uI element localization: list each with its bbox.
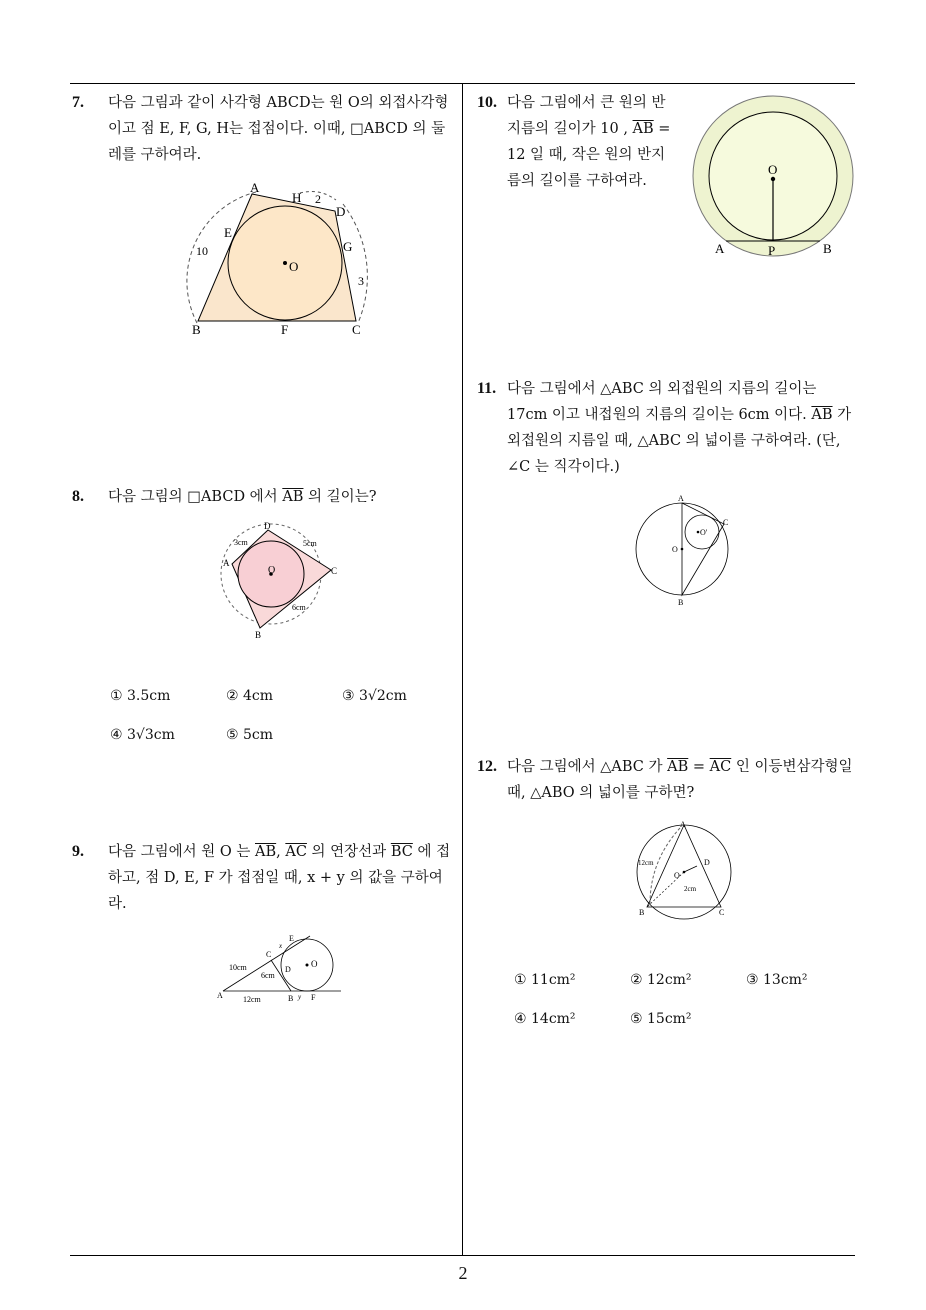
segment-bc: $\overline{BC}$ xyxy=(390,844,413,860)
label-B: B xyxy=(192,322,201,337)
text-part: 다음 그림에서 원 O 는 xyxy=(108,844,255,860)
label-O: O xyxy=(674,871,680,880)
problem-number: 7. xyxy=(72,94,84,111)
length-ab: 12cm xyxy=(638,859,654,867)
label-A: A xyxy=(678,494,684,503)
problem-12 xyxy=(477,754,859,806)
label-F: F xyxy=(311,993,316,1002)
label-H: H xyxy=(292,190,302,205)
choice-1[interactable]: ① 11cm² xyxy=(514,972,576,988)
choice-5[interactable]: ⑤ 5cm xyxy=(226,727,274,743)
length-bc: 6cm xyxy=(292,603,306,612)
segment-ac: $\overline{AC}$ xyxy=(285,844,307,860)
label-C: C xyxy=(723,518,729,527)
length-ab: 12cm xyxy=(243,995,261,1004)
label-O: O xyxy=(311,959,318,969)
text-part: 의 연장선과 xyxy=(306,844,391,860)
length-dc: 5cm xyxy=(303,539,317,548)
choice-2[interactable]: ② 4cm xyxy=(226,688,274,704)
label-B: B xyxy=(823,241,832,256)
problem-9 xyxy=(72,839,457,917)
label-F: F xyxy=(281,322,289,337)
choice-1[interactable]: ① 3.5cm xyxy=(110,688,171,704)
segment-ab: $\overline{AB}$ xyxy=(632,121,654,137)
text-part: 다음 그림에서 큰 원의 반지름의 길이가 10 , xyxy=(507,95,666,137)
length-gc: 3 xyxy=(358,274,364,288)
text-part: , xyxy=(276,844,286,860)
label-D: D xyxy=(285,965,291,974)
length-ad: 3cm xyxy=(234,538,248,547)
label-C: C xyxy=(266,950,272,959)
problem-10 xyxy=(477,90,677,194)
figure-7 xyxy=(180,178,380,347)
problem-7 xyxy=(72,90,457,168)
choice-4[interactable]: ④ 3√3cm xyxy=(110,727,175,743)
problem-number: 12. xyxy=(477,758,497,775)
problem-number: 11. xyxy=(477,380,497,397)
problem-number: 8. xyxy=(72,488,84,505)
segment-ab: $\overline{AB}$ xyxy=(282,489,304,505)
text-part: = xyxy=(688,759,710,775)
text-part: 에 접하고, 점 D, E, F 가 접점일 때, x + y 의 값을 구하여라. xyxy=(108,844,451,912)
label-A: A xyxy=(250,180,260,195)
figure-8 xyxy=(220,518,345,647)
label-P: P xyxy=(768,243,776,258)
segment-ac: $\overline{AC}$ xyxy=(709,759,732,775)
label-B: B xyxy=(288,994,294,1003)
choice-3[interactable]: ③ 13cm² xyxy=(746,972,808,988)
page-number: 2 xyxy=(458,1263,468,1283)
problem-number: 9. xyxy=(72,843,84,860)
label-y: y xyxy=(298,993,302,1001)
figure-10 xyxy=(690,93,860,267)
label-A: A xyxy=(715,241,725,256)
text-part: 다음 그림에서 △ABC 가 xyxy=(507,759,668,775)
label-B: B xyxy=(255,630,262,640)
problem-text xyxy=(72,839,457,917)
label-E: E xyxy=(289,934,294,943)
choice-4[interactable]: ④ 14cm² xyxy=(514,1011,576,1027)
label-O: O xyxy=(268,565,276,576)
segment-ab: $\overline{AB}$ xyxy=(811,407,833,423)
choice-3[interactable]: ③ 3√2cm xyxy=(342,688,407,704)
choice-5[interactable]: ⑤ 15cm² xyxy=(630,1011,692,1027)
figure-12 xyxy=(630,816,742,926)
column-divider xyxy=(462,83,463,1256)
label-C: C xyxy=(352,322,361,337)
problem-text xyxy=(477,90,677,194)
label-x: x xyxy=(279,942,283,950)
label-A: A xyxy=(217,991,223,1000)
label-D: D xyxy=(336,204,346,219)
problem-text xyxy=(72,484,457,510)
label-O: O xyxy=(672,545,678,554)
label-E: E xyxy=(224,225,232,240)
label-A: A xyxy=(680,820,686,829)
label-G: G xyxy=(343,239,353,254)
figure-11 xyxy=(632,492,742,614)
length-ae-be: 10 xyxy=(196,244,208,258)
text-part: 인 이등변삼각형일 때, △ABO 의 넓이를 구하면? xyxy=(507,759,853,801)
problem-8 xyxy=(72,484,457,510)
text-part: 다음 그림에서 △ABC 의 외접원의 지름의 길이는 17cm 이고 내접원의 지름의 길이는 6cm 이다. xyxy=(507,381,817,423)
figure-9 xyxy=(215,928,350,1012)
label-O: O xyxy=(768,162,778,177)
text-part: 가 외접원의 지름일 때, △ABC 의 넓이를 구하여라. (단, ∠C 는 직각이다.) xyxy=(507,407,852,475)
label-B: B xyxy=(678,598,684,607)
label-O-prime: O' xyxy=(700,528,708,537)
label-B: B xyxy=(639,908,645,917)
label-C: C xyxy=(719,908,725,917)
length-ac: 10cm xyxy=(229,963,247,972)
text-part: 다음 그림의 □ABCD 에서 xyxy=(108,489,283,505)
length-od: 2cm xyxy=(684,885,697,893)
length-cb: 6cm xyxy=(261,971,275,980)
label-D: D xyxy=(264,521,271,531)
choice-2[interactable]: ② 12cm² xyxy=(630,972,692,988)
segment-ab: $\overline{AB}$ xyxy=(255,844,277,860)
length-hd: 2 xyxy=(315,192,321,206)
problem-text: 다음 그림과 같이 사각형 ABCD는 원 O의 외접사각형이고 점 E, F, G, H는 접점이다. 이때, □ABCD 의 둘레를 구하여라. xyxy=(108,95,449,163)
segment-ab: $\overline{AB}$ xyxy=(667,759,689,775)
label-D: D xyxy=(704,858,710,867)
problem-text xyxy=(477,754,859,806)
problem-text xyxy=(477,376,859,480)
problem-11 xyxy=(477,376,859,480)
label-C: C xyxy=(331,566,338,576)
text-part: = 12 일 때, 작은 원의 반지름의 길이를 구하여라. xyxy=(507,121,671,189)
text-part: 의 길이는? xyxy=(303,489,377,505)
label-O: O xyxy=(289,259,299,274)
label-A: A xyxy=(223,558,230,568)
problem-number: 10. xyxy=(477,94,497,111)
